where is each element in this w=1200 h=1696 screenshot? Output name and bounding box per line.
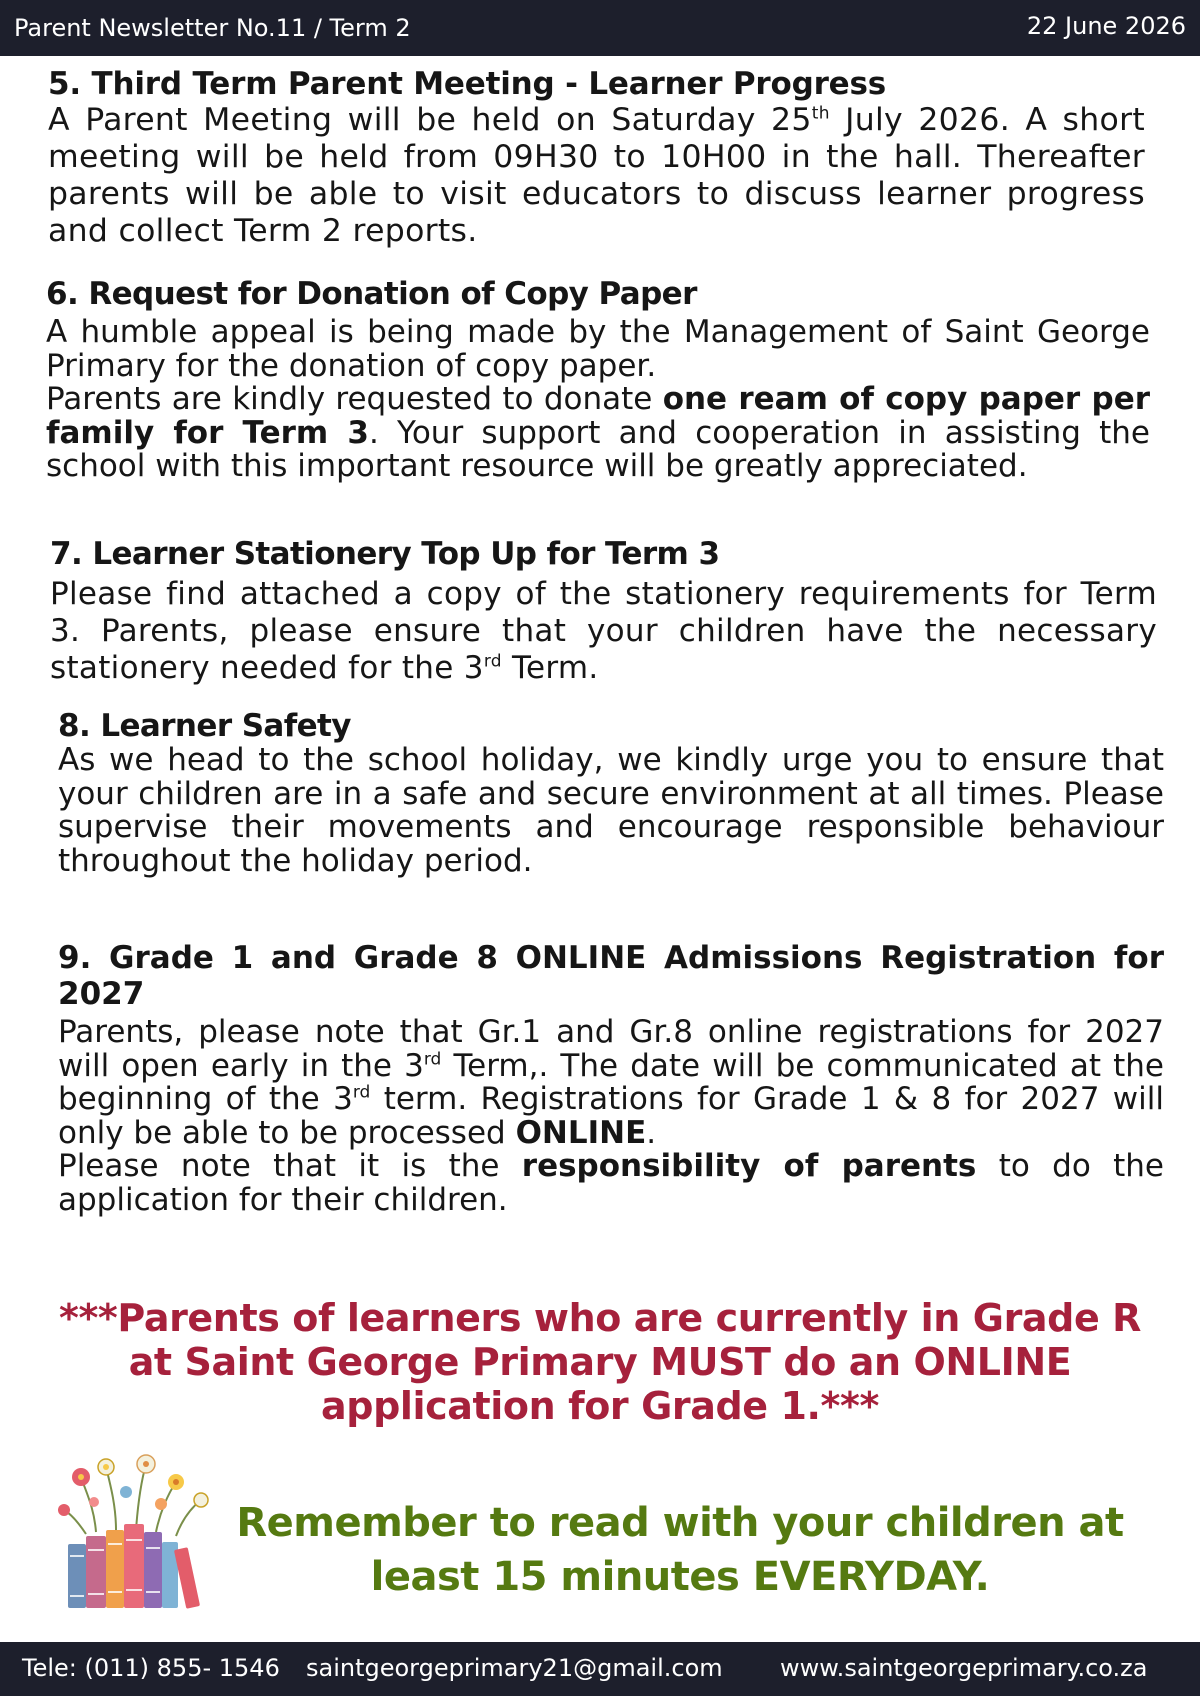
section-heading: 7. Learner Stationery Top Up for Term 3 [50,536,720,572]
section-body [58,1016,1164,1150]
body-text: Term,. The date will be communicated at the beginning of the 3 [58,1047,1164,1117]
footer-website-link[interactable]: www.saintgeorgeprimary.co.za [780,1654,1148,1682]
ordinal-suffix: th [811,103,830,124]
body-text: Parents are kindly requested to donate [46,381,663,417]
section-body [50,576,1157,687]
ordinal-suffix: rd [423,1049,442,1070]
section-heading: 5. Third Term Parent Meeting - Learner Progress [48,66,887,102]
newsletter-title: Parent Newsletter No.11 / Term 2 [14,14,411,42]
bold-text: responsibility of parents [521,1148,977,1184]
body-text: term. Registrations for Grade 1 & 8 for 2027 will only be able to be processed [58,1081,1164,1151]
footer-telephone: Tele: (011) 855- 1546 [22,1654,280,1682]
section-body [46,316,1150,383]
footer-bar [0,1642,1200,1696]
section-body [48,102,1145,250]
section-admissions [58,940,1164,1217]
body-text: A Parent Meeting will be held on Saturday 25 [48,102,812,138]
body-text: July 2026. A short meeting will be held from 09H30 to 10H00 in the hall. Thereafter parents will be able to visit educators to discuss learner progress and collect Term 2 reports. [48,102,1145,249]
body-text: Please find attached a copy of the stationery requirements for Term 3. Parents, please ensure that your children have the necessary stationery needed for the 3 [50,576,1157,686]
bold-text: one ream of copy paper per family for Term 3 [46,381,1151,451]
section-body [46,383,1150,484]
grade-r-notice: ***Parents of learners who are currently in Grade R at Saint George Primary MUST do an ONLINE application for Grade 1.*** [58,1296,1142,1428]
section-parent-meeting [48,66,1148,250]
body-text: . [646,1114,657,1151]
section-copy-paper [46,276,1150,484]
section-body [58,1150,1164,1217]
bold-text: ONLINE [515,1114,647,1151]
footer-email-link[interactable]: saintgeorgeprimary21@gmail.com [306,1654,723,1682]
section-body: As we head to the school holiday, we kindly urge you to ensure that your children are in a safe and secure environment at all times. Please supervise their movements and encourage responsible behaviour throughout the holiday period. [58,742,1164,879]
body-text: . Your support and cooperation in assisting the school with this important resource will be greatly appreciated. [46,414,1150,484]
section-learner-safety [58,708,1164,878]
body-text: Please note that it is the [58,1148,522,1184]
reading-reminder: Remember to read with your children at least 15 minutes EVERYDAY. [236,1500,1124,1600]
section-heading: 8. Learner Safety [58,708,351,744]
body-text: to do the application for their children. [58,1148,1164,1218]
books-flowers-illustration-icon [56,1452,216,1612]
newsletter-date: 22 June 2026 [1026,12,1186,40]
section-heading: 6. Request for Donation of Copy Paper [46,276,697,312]
ordinal-suffix: rd [483,651,502,672]
ordinal-suffix: rd [352,1082,371,1103]
section-heading: 9. Grade 1 and Grade 8 ONLINE Admissions Registration for 2027 [58,940,1164,1012]
body-text: A humble appeal is being made by the Management of Saint George Primary for the donation of copy paper. [46,314,1150,384]
body-text: Parents, please note that Gr.1 and Gr.8 online registrations for 2027 will open early in the 3 [58,1014,1164,1084]
body-text: Term. [501,650,599,686]
section-stationery [50,536,1158,687]
header-bar [0,0,1200,56]
